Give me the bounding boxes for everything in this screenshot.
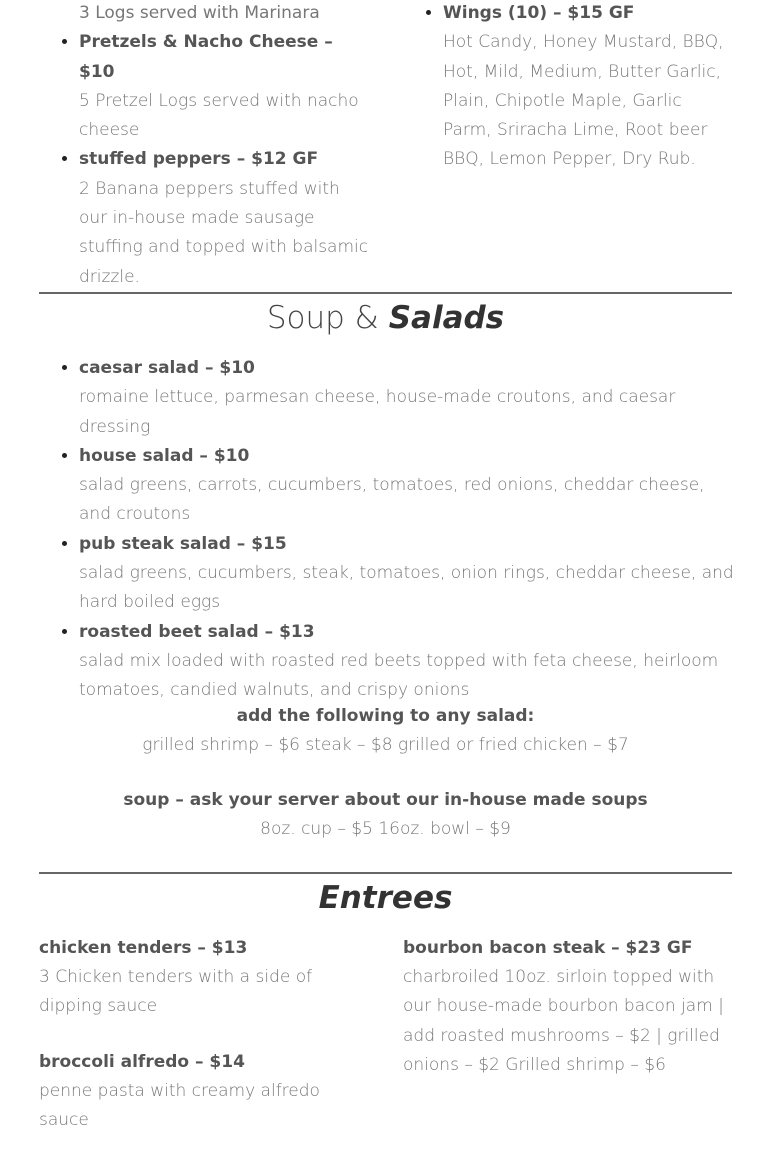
- entrees-right-column: [403, 934, 733, 1106]
- section-divider: [39, 872, 732, 874]
- soup-prices: 8oz. cup – $5 16oz. bowl – $9: [260, 819, 511, 839]
- list-item: [79, 145, 369, 291]
- soup-salads-heading: [39, 300, 732, 336]
- menu-item-description: Hot Candy, Honey Mustard, BBQ, Hot, Mild, Medium, Butter Garlic, Plain, Chipotle Maple, Garlic Parm, Sriracha Lime, Root beer BBQ, Lemon Pepper, Dry Rub.: [443, 32, 724, 170]
- list-item: [79, 28, 369, 145]
- menu-item-title: stuffed peppers – $12 GF: [79, 149, 319, 170]
- appetizers-left-list: [39, 28, 369, 292]
- menu-item-description: 3 Chicken tenders with a side of dipping sauce: [39, 967, 313, 1017]
- menu-item-title: house salad – $10: [79, 445, 250, 466]
- heading-plain-text: Soup &: [266, 300, 389, 336]
- soup-title: soup – ask your server about our in-house made soups: [123, 790, 648, 810]
- menu-item-title: caesar salad – $10: [79, 358, 255, 378]
- appetizers-left-column: [39, 0, 369, 292]
- menu-item-description: penne pasta with creamy alfredo sauce: [39, 1080, 320, 1130]
- menu-item-description: charbroiled 10oz. sirloin topped with our house-made bourbon bacon jam | add roasted mushrooms – $2 | grilled onions – $2 Grilled shrimp – $6: [403, 967, 724, 1075]
- garlic-logs-description: 3 Logs served with Marinara: [79, 3, 320, 23]
- menu-item-title: bourbon bacon steak – $23 GF: [403, 938, 693, 958]
- menu-item-title: Pretzels & Nacho Cheese – $10: [79, 32, 333, 82]
- list-item: [79, 442, 739, 530]
- entrees-heading: [39, 880, 732, 916]
- list-item: [403, 934, 733, 1080]
- appetizers-right-column: [403, 0, 733, 175]
- menu-item-title: chicken tenders – $13: [39, 938, 248, 958]
- list-item: [79, 530, 739, 618]
- menu-item-description: salad mix loaded with roasted red beets topped with feta cheese, heirloom tomatoes, candied walnuts, and crispy onions: [79, 650, 719, 701]
- menu-item-description: salad greens, carrots, cucumbers, tomatoes, red onions, cheddar cheese, and croutons: [79, 475, 705, 525]
- menu-item-title: Wings (10) – $15 GF: [443, 3, 635, 23]
- salads-list: [39, 354, 739, 706]
- list-item: [79, 618, 739, 706]
- list-item: [443, 0, 733, 175]
- heading-emphasis-text: Entrees: [318, 880, 453, 916]
- menu-item-title: broccoli alfredo – $14: [39, 1051, 245, 1072]
- entrees-left-column: [39, 934, 374, 1161]
- list-item: [79, 354, 739, 442]
- menu-item-title: pub steak salad – $15: [79, 533, 287, 554]
- addons-title: add the following to any salad:: [236, 706, 535, 726]
- menu-item-description: 5 Pretzel Logs served with nacho cheese: [79, 90, 359, 141]
- salad-addons: [39, 702, 732, 760]
- addons-text: grilled shrimp – $6 steak – $8 grilled or fried chicken – $7: [142, 735, 629, 755]
- appetizers-right-list: [403, 0, 733, 175]
- menu-item-description: salad greens, cucumbers, steak, tomatoes, onion rings, cheddar cheese, and hard boiled eggs: [79, 563, 734, 613]
- section-divider: [39, 292, 732, 294]
- heading-emphasis-text: Salads: [388, 300, 505, 336]
- salads-list-container: [39, 354, 739, 706]
- menu-item-title: roasted beet salad – $13: [79, 621, 315, 642]
- list-item: [39, 1048, 374, 1136]
- list-item: [39, 934, 374, 1022]
- soup-info: [39, 786, 732, 844]
- menu-item-description: romaine lettuce, parmesan cheese, house-made croutons, and caesar dressing: [79, 387, 676, 437]
- menu-item-description: 2 Banana peppers stuffed with our in-house made sausage stuffing and topped with balsamic drizzle.: [79, 178, 369, 287]
